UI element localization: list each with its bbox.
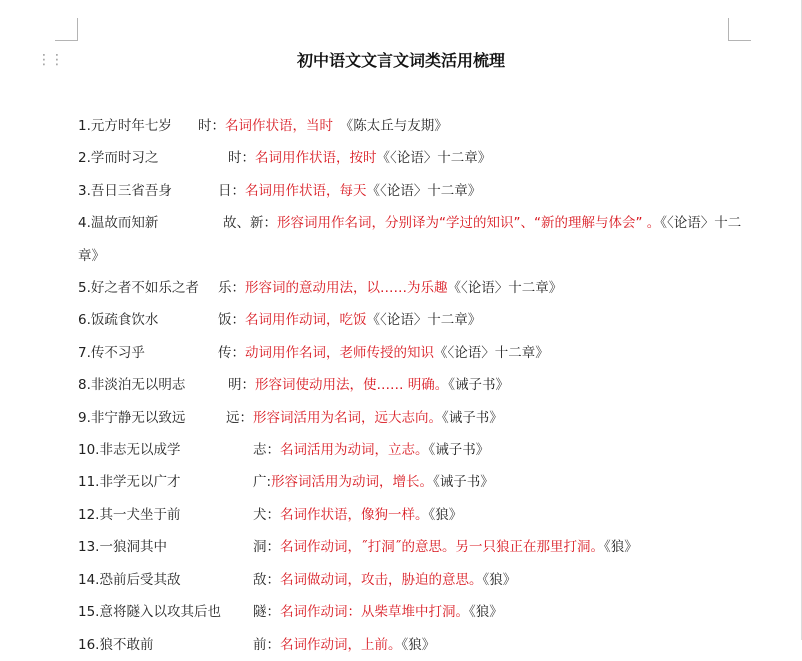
entry-sentence bbox=[78, 499, 253, 531]
entry-phrase: 温故而知新 bbox=[90, 215, 159, 232]
entry-number: 10. bbox=[78, 442, 100, 459]
list-item bbox=[78, 499, 748, 531]
entry-word: 前： bbox=[253, 636, 280, 653]
entry-number: 3. bbox=[78, 182, 91, 199]
list-item bbox=[78, 110, 748, 142]
entry-phrase: 非学无以广才 bbox=[99, 474, 181, 491]
entry-source: 《狼》 bbox=[428, 506, 463, 523]
entry-sentence bbox=[78, 564, 253, 596]
entry-phrase: 非淡泊无以明志 bbox=[90, 377, 186, 394]
entry-number: 1. bbox=[78, 118, 91, 134]
entry-number: 12. bbox=[78, 506, 100, 523]
entry-source: 《〈论语〉十二章》 bbox=[434, 344, 549, 361]
entry-phrase: 吾日三省吾身 bbox=[90, 182, 172, 199]
entry-explanation: 名词作动词：从柴草堆中打洞。 bbox=[280, 604, 469, 621]
entry-phrase: 一狼洞其中 bbox=[99, 539, 167, 556]
entry-number: 9. bbox=[78, 409, 91, 426]
entry-source: 《诫子书》 bbox=[448, 377, 510, 394]
entry-explanation: 名词用作状语，按时 bbox=[255, 150, 377, 167]
list-item bbox=[78, 175, 748, 207]
entry-sentence bbox=[78, 629, 253, 661]
entry-phrase: 非志无以成学 bbox=[99, 442, 181, 459]
entry-sentence bbox=[78, 337, 218, 369]
entry-source: 《〈论语〉十二章》 bbox=[447, 280, 563, 297]
entry-phrase: 好之者不如乐之者 bbox=[90, 280, 199, 297]
entry-sentence bbox=[78, 207, 223, 239]
list-item bbox=[78, 434, 748, 466]
list-item bbox=[78, 629, 748, 661]
entry-sentence bbox=[78, 531, 253, 563]
entry-number: 15. bbox=[78, 604, 100, 621]
list-item bbox=[78, 207, 748, 272]
list-item bbox=[78, 142, 748, 174]
entry-source: 《〈论语〉十二章》 bbox=[376, 150, 492, 167]
entry-source: 《陈太丘与友期》 bbox=[346, 118, 448, 134]
entry-word: 传： bbox=[218, 344, 245, 361]
entry-number: 14. bbox=[78, 571, 100, 588]
entry-number: 16. bbox=[78, 636, 100, 653]
entry-list bbox=[78, 110, 748, 661]
entry-word: 饭： bbox=[218, 312, 245, 329]
entry-explanation: 形容词活用为名词，远大志向。 bbox=[253, 409, 442, 426]
entry-explanation: 动词用作名词，老师传授的知识 bbox=[245, 344, 434, 361]
entry-explanation: 形容词活用为动词，增长。 bbox=[271, 474, 434, 491]
entry-word: 时： bbox=[198, 118, 225, 134]
entry-source: 《诫子书》 bbox=[428, 442, 490, 459]
entry-number: 13. bbox=[78, 539, 100, 556]
entry-word: 敌： bbox=[253, 571, 280, 588]
entry-explanation: 名词用作动词，吃饭 bbox=[245, 312, 367, 329]
entry-word: 犬： bbox=[253, 506, 280, 523]
entry-sentence bbox=[78, 434, 253, 466]
entry-number: 4. bbox=[78, 215, 91, 232]
list-item bbox=[78, 337, 748, 369]
entry-sentence bbox=[78, 402, 226, 434]
entry-source: 《狼》 bbox=[604, 539, 638, 556]
entry-explanation: 名词作动词，上前。 bbox=[280, 636, 402, 653]
entry-sentence bbox=[78, 175, 218, 207]
entry-source: 《〈论语〉十二章》 bbox=[366, 182, 482, 199]
entry-number: 5. bbox=[78, 280, 91, 297]
entry-phrase: 其一犬坐于前 bbox=[99, 506, 181, 523]
list-item bbox=[78, 564, 748, 596]
entry-explanation: 名词活用为动词，立志。 bbox=[280, 442, 429, 459]
entry-explanation: 名词作动词，˝打洞˝的意思。另一只狼正在那里打洞。 bbox=[280, 539, 604, 556]
entry-phrase: 非宁静无以致远 bbox=[90, 409, 186, 426]
list-item bbox=[78, 369, 748, 401]
entry-word: 广: bbox=[253, 474, 272, 491]
entry-sentence bbox=[78, 110, 198, 142]
entry-phrase: 学而时习之 bbox=[90, 150, 159, 167]
entry-sentence bbox=[78, 272, 218, 304]
entry-source: 《狼》 bbox=[469, 604, 503, 621]
drag-handle-icon[interactable]: ⋮⋮ bbox=[37, 52, 63, 68]
entry-source: 《狼》 bbox=[482, 571, 517, 588]
entry-word: 时： bbox=[228, 150, 255, 167]
entry-word: 乐： bbox=[218, 280, 245, 297]
entry-explanation: 形容词的意动用法，以……为乐趣 bbox=[245, 280, 448, 297]
entry-word: 远： bbox=[226, 409, 253, 426]
entry-source: 《〈论语〉十二章》 bbox=[78, 215, 742, 264]
entry-sentence bbox=[78, 466, 253, 498]
entry-word: 洞： bbox=[253, 539, 280, 556]
list-item bbox=[78, 402, 748, 434]
entry-explanation: 名词作状语，像狗一样。 bbox=[280, 506, 429, 523]
entry-explanation: 形容词使动用法，使…… 明确。 bbox=[255, 377, 449, 394]
entry-phrase: 恐前后受其敌 bbox=[99, 571, 181, 588]
entry-source: 《〈论语〉十二章》 bbox=[366, 312, 482, 329]
entry-phrase: 狼不敢前 bbox=[99, 636, 154, 653]
entry-phrase: 元方时年七岁 bbox=[90, 118, 172, 134]
entry-explanation: 名词作状语，当时 bbox=[225, 118, 333, 134]
list-item bbox=[78, 531, 748, 563]
entry-sentence bbox=[78, 142, 228, 174]
entry-number: 6. bbox=[78, 312, 91, 329]
margin-corner-top-right bbox=[728, 18, 751, 41]
entry-sentence bbox=[78, 304, 218, 336]
list-item bbox=[78, 272, 748, 304]
list-item bbox=[78, 596, 748, 628]
list-item bbox=[78, 304, 748, 336]
entry-word: 志： bbox=[253, 442, 280, 459]
entry-number: 7. bbox=[78, 344, 91, 361]
entry-number: 2. bbox=[78, 150, 91, 167]
margin-corner-top-left bbox=[55, 18, 78, 41]
entry-explanation: 形容词用作名词，分别译为“学过的知识”、“新的理解与体会” 。 bbox=[277, 215, 661, 232]
entry-word: 隧： bbox=[253, 604, 280, 621]
entry-phrase: 传不习乎 bbox=[90, 344, 145, 361]
entry-explanation: 名词用作状语，每天 bbox=[245, 182, 367, 199]
entry-word: 故、新： bbox=[223, 215, 277, 232]
entry-word: 明： bbox=[228, 377, 255, 394]
entry-number: 8. bbox=[78, 377, 91, 394]
document-title: 初中语文文言文词类活用梳理 bbox=[296, 51, 505, 70]
entry-source: 《狼》 bbox=[401, 636, 436, 653]
entry-number: 11. bbox=[78, 474, 100, 491]
entry-source: 《诫子书》 bbox=[442, 409, 503, 426]
list-item bbox=[78, 466, 748, 498]
entry-source: 《诫子书》 bbox=[433, 474, 494, 491]
entry-explanation: 名词做动词，攻击，胁迫的意思。 bbox=[280, 571, 483, 588]
entry-sentence bbox=[78, 369, 228, 401]
entry-phrase: 饭疏食饮水 bbox=[90, 312, 159, 329]
entry-phrase: 意将隧入以攻其后也 bbox=[99, 604, 221, 621]
entry-sentence bbox=[78, 596, 253, 628]
entry-word: 日： bbox=[218, 182, 245, 199]
